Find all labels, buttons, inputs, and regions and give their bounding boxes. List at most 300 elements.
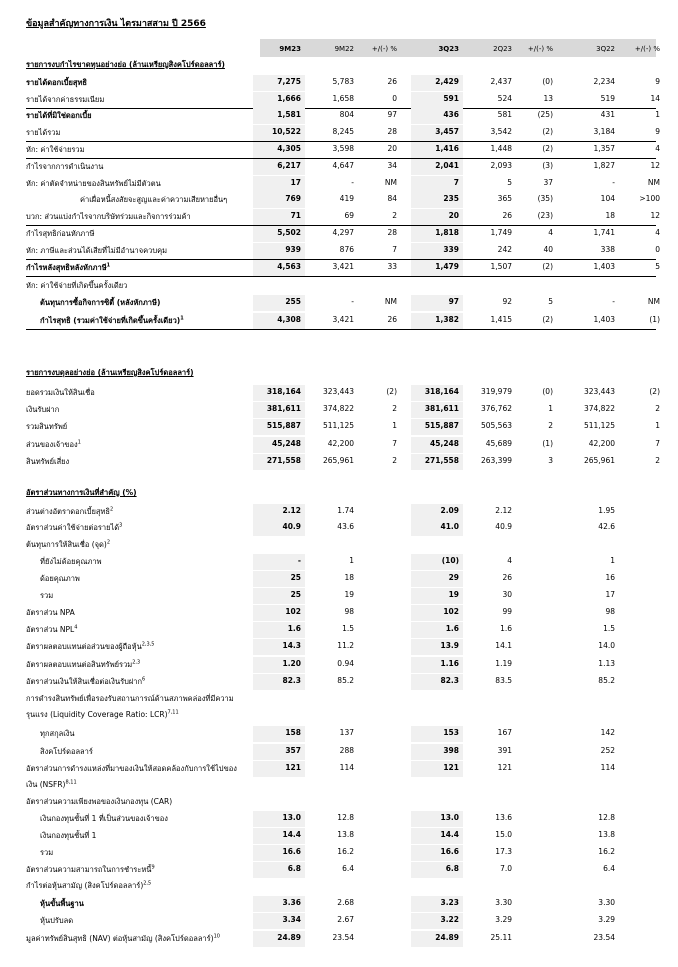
table-cell: 3,184 xyxy=(593,127,615,136)
table-cell: 4,308 xyxy=(277,315,301,324)
table-cell: 97 xyxy=(448,297,459,306)
table-cell: 242 xyxy=(497,245,512,254)
row-label: หัก: ค่าตัดจำหน่ายของสินทรัพย์ไม่มีตัวตน xyxy=(26,179,161,188)
table-cell: 45,248 xyxy=(430,439,459,448)
table-cell: 6.8 xyxy=(445,864,459,873)
table-cell: 581 xyxy=(497,110,512,119)
table-cell: 3,421 xyxy=(332,262,354,271)
table-cell: 42.6 xyxy=(598,522,615,531)
table-cell: 13.8 xyxy=(598,830,615,839)
table-cell: 41.0 xyxy=(440,522,459,531)
footnote-marker: 3 xyxy=(119,522,123,529)
table-cell: 12.8 xyxy=(598,813,615,822)
table-cell: 1,818 xyxy=(435,228,459,237)
table-cell: 6.8 xyxy=(287,864,301,873)
row-label: รวมสินทรัพย์ xyxy=(26,422,68,431)
table-cell: 13.0 xyxy=(282,813,301,822)
table-cell: 3.29 xyxy=(495,915,512,924)
table-cell: (10) xyxy=(441,556,459,565)
table-cell: 252 xyxy=(600,746,615,755)
table-cell: 3.30 xyxy=(495,898,512,907)
table-cell: 99 xyxy=(502,607,512,616)
table-cell: 1,357 xyxy=(593,144,615,153)
table-cell: 2 xyxy=(655,404,660,413)
footnote-marker: 7,11 xyxy=(167,709,179,716)
table-cell: 431 xyxy=(600,110,615,119)
table-cell: 2,437 xyxy=(490,77,512,86)
footnote-marker: 9 xyxy=(151,864,155,871)
table-cell: 511,125 xyxy=(322,421,354,430)
table-row xyxy=(0,896,678,912)
column-header: 3Q22 xyxy=(596,45,615,53)
table-cell: 436 xyxy=(443,110,459,119)
table-cell: 318,164 xyxy=(266,387,301,396)
table-cell: 2,234 xyxy=(593,77,615,86)
table-row xyxy=(0,744,678,760)
table-row xyxy=(0,878,678,894)
table-cell: 0.94 xyxy=(337,659,354,668)
table-cell: 1 xyxy=(548,404,553,413)
footnote-marker: 8,11 xyxy=(65,779,77,786)
table-cell: 3,542 xyxy=(490,127,512,136)
table-cell: (25) xyxy=(537,110,553,119)
table-cell: 4 xyxy=(548,228,553,237)
table-cell: 12.8 xyxy=(337,813,354,822)
table-cell: (2) xyxy=(649,387,660,396)
column-header: +/(-) % xyxy=(371,45,397,53)
table-cell: 1.6 xyxy=(445,624,459,633)
table-cell: 13.9 xyxy=(440,641,459,650)
row-label: เงินรับฝาก xyxy=(26,405,60,414)
table-cell: 19 xyxy=(448,590,459,599)
table-cell: (23) xyxy=(537,211,553,220)
table-cell: 98 xyxy=(605,607,615,616)
table-cell: 398 xyxy=(443,746,459,755)
table-cell: 4,297 xyxy=(332,228,354,237)
table-cell: 2,429 xyxy=(435,77,459,86)
table-cell: 1 xyxy=(392,421,397,430)
table-cell: 3,457 xyxy=(435,127,459,136)
table-cell: 419 xyxy=(339,194,354,203)
row-label: หุ้นปรับลด xyxy=(40,916,74,925)
table-cell: (35) xyxy=(537,194,553,203)
section-heading: อัตราส่วนทางการเงินที่สำคัญ (%) xyxy=(26,488,137,497)
table-cell: (2) xyxy=(542,127,553,136)
table-cell: 25 xyxy=(290,590,301,599)
table-cell: (2) xyxy=(386,387,397,396)
table-cell: >100 xyxy=(639,194,660,203)
table-row xyxy=(0,243,678,259)
table-cell: 2 xyxy=(392,211,397,220)
column-header: 3Q23 xyxy=(438,45,459,53)
row-label: อัตราส่วนการดำรงแหล่งที่มาของเงินให้สอดคล้องกับการใช้ไปของ xyxy=(26,764,237,773)
table-cell: 28 xyxy=(387,127,397,136)
table-cell: 82.3 xyxy=(282,676,301,685)
table-cell: 1,658 xyxy=(332,94,354,103)
table-cell: 1.16 xyxy=(440,659,459,668)
row-label: ส่วนต่างอัตราดอกเบี้ยสุทธิ$^2$ xyxy=(26,506,114,516)
row-label: รายได้ที่มิใช่ดอกเบี้ย xyxy=(26,111,92,120)
table-row xyxy=(0,385,678,401)
table-cell: 1,403 xyxy=(593,315,615,324)
table-cell: 137 xyxy=(339,728,354,737)
row-label: อัตราส่วนความสามารถในการชำระหนี้$^9$ xyxy=(26,864,155,874)
table-cell: 18 xyxy=(344,573,354,582)
table-row xyxy=(0,657,678,673)
table-cell: 20 xyxy=(448,211,459,220)
table-row xyxy=(0,159,678,175)
table-cell: - xyxy=(612,297,615,306)
row-label: การดำรงสินทรัพย์เพื่อรองรับสถานการณ์ด้านสภาพคล่องที่มีความ xyxy=(26,694,234,703)
table-row xyxy=(0,192,678,208)
table-row xyxy=(0,726,678,742)
table-cell: 26 xyxy=(387,315,397,324)
table-cell: 2 xyxy=(392,404,397,413)
section-heading: รายการงบดุลอย่างย่อ (ล้านเหรียญสิงคโปร์ดอลลาร์) xyxy=(26,368,194,377)
row-label: รายได้ดอกเบี้ยสุทธิ xyxy=(26,78,88,87)
table-cell: 1,827 xyxy=(593,161,615,170)
table-cell: 1.6 xyxy=(287,624,301,633)
column-header: 2Q23 xyxy=(493,45,512,53)
row-label: รายได้รวม xyxy=(26,128,61,137)
table-row xyxy=(0,913,678,929)
table-cell: 114 xyxy=(339,763,354,772)
table-cell: 45,689 xyxy=(485,439,512,448)
table-row xyxy=(0,794,678,810)
table-row xyxy=(0,554,678,570)
footnote-marker: 1 xyxy=(180,315,184,322)
row-label: เงินกองทุนชั้นที่ 1 xyxy=(40,831,97,840)
table-cell: 2.67 xyxy=(337,915,354,924)
row-label: รายได้จากค่าธรรมเนียม xyxy=(26,95,105,104)
table-cell: 29 xyxy=(448,573,459,582)
table-cell: 97 xyxy=(387,110,397,119)
table-cell: 1.19 xyxy=(495,659,512,668)
table-row xyxy=(0,845,678,861)
row-label: ส่วนของเจ้าของ$^1$ xyxy=(26,439,81,449)
table-row xyxy=(0,125,678,141)
table-cell: 271,558 xyxy=(424,456,459,465)
row-label: ที่ยังไม่ด้อยคุณภาพ xyxy=(40,557,102,566)
table-cell: 1,382 xyxy=(435,315,459,324)
row-label: ต้นทุนการซื้อกิจการซิตี้ (หลังหักภาษี) xyxy=(40,298,161,307)
table-cell: 12 xyxy=(650,211,660,220)
table-cell: 323,443 xyxy=(322,387,354,396)
table-row xyxy=(0,931,678,947)
footnote-marker: 2,5 xyxy=(143,880,152,887)
table-cell: 4,563 xyxy=(277,262,301,271)
table-row xyxy=(0,707,678,723)
table-cell: 16.6 xyxy=(440,847,459,856)
table-cell: 1 xyxy=(610,556,615,565)
table-row xyxy=(0,761,678,777)
table-cell: 255 xyxy=(285,297,301,306)
table-row xyxy=(0,811,678,827)
table-cell: 34 xyxy=(387,161,397,170)
footnote-marker: 2 xyxy=(106,539,111,546)
table-cell: 319,979 xyxy=(480,387,512,396)
table-cell: 391 xyxy=(497,746,512,755)
table-cell: 1,507 xyxy=(490,262,512,271)
table-cell: 0 xyxy=(392,94,397,103)
table-cell: 2.12 xyxy=(282,506,301,515)
table-cell: 13 xyxy=(543,94,553,103)
divider-line xyxy=(26,329,656,330)
table-row xyxy=(0,75,678,91)
table-cell: (2) xyxy=(542,262,553,271)
table-row xyxy=(0,402,678,418)
table-cell: 3.29 xyxy=(598,915,615,924)
row-label: หุ้นขั้นพื้นฐาน xyxy=(40,899,84,908)
table-cell: 121 xyxy=(285,763,301,772)
table-cell: 3.23 xyxy=(440,898,459,907)
table-row xyxy=(0,295,678,311)
table-cell: - xyxy=(612,178,615,187)
table-cell: 11.2 xyxy=(337,641,354,650)
table-cell: 5,502 xyxy=(277,228,301,237)
table-cell: 1,581 xyxy=(277,110,301,119)
row-label: สินทรัพย์เสี่ยง xyxy=(26,457,70,466)
table-cell: 263,399 xyxy=(480,456,512,465)
table-cell: 121 xyxy=(497,763,512,772)
table-cell: 43.6 xyxy=(337,522,354,531)
row-label: อัตราส่วนค่าใช้จ่ายต่อรายได้$^3$ xyxy=(26,522,123,532)
table-cell: 3,421 xyxy=(332,315,354,324)
table-cell: 2.12 xyxy=(495,506,512,515)
table-cell: 42,200 xyxy=(327,439,354,448)
table-cell: 84 xyxy=(387,194,397,203)
column-header: +/(-) % xyxy=(634,45,660,53)
table-cell: 14.4 xyxy=(440,830,459,839)
table-cell: 1.5 xyxy=(603,624,615,633)
table-row xyxy=(0,176,678,192)
table-cell: 13.0 xyxy=(440,813,459,822)
table-row xyxy=(0,209,678,225)
table-row xyxy=(0,454,678,470)
table-cell: 14.1 xyxy=(495,641,512,650)
table-cell: 323,443 xyxy=(583,387,615,396)
table-cell: 23.54 xyxy=(593,933,615,942)
table-cell: 4 xyxy=(655,144,660,153)
table-cell: 16 xyxy=(605,573,615,582)
table-cell: 14.3 xyxy=(282,641,301,650)
row-label: ทุกสกุลเงิน xyxy=(40,729,75,738)
table-cell: (1) xyxy=(542,439,553,448)
table-cell: 5 xyxy=(507,178,512,187)
row-label: รวม xyxy=(40,591,54,600)
table-cell: (3) xyxy=(542,161,553,170)
table-cell: 2.68 xyxy=(337,898,354,907)
table-cell: 83.5 xyxy=(495,676,512,685)
table-cell: 6.4 xyxy=(342,864,354,873)
table-cell: 16.2 xyxy=(598,847,615,856)
table-row xyxy=(0,142,678,158)
row-label: กำไรต่อหุ้นสามัญ (สิงคโปร์ดอลลาร์)$^{2,5}$ xyxy=(26,880,152,890)
table-row xyxy=(0,828,678,844)
table-cell: - xyxy=(351,178,354,187)
table-cell: 3.34 xyxy=(282,915,301,924)
table-cell: 5 xyxy=(548,297,553,306)
table-row xyxy=(0,520,678,536)
table-cell: 505,563 xyxy=(480,421,512,430)
footnote-marker: 1 xyxy=(106,262,111,269)
table-cell: 142 xyxy=(600,728,615,737)
table-cell: 13.8 xyxy=(337,830,354,839)
table-cell: 235 xyxy=(443,194,459,203)
column-header: 9M22 xyxy=(334,45,354,53)
row-label: อัตราส่วนเงินให้สินเชื่อต่อเงินรับฝาก$^6$ xyxy=(26,676,146,686)
table-cell: 365 xyxy=(497,194,512,203)
table-cell: 26 xyxy=(502,573,512,582)
table-row xyxy=(0,537,678,553)
table-cell: 357 xyxy=(285,746,301,755)
table-cell: 2,093 xyxy=(490,161,512,170)
table-row xyxy=(0,437,678,453)
table-cell: 82.3 xyxy=(440,676,459,685)
table-cell: 7 xyxy=(453,178,459,187)
table-row xyxy=(0,605,678,621)
table-cell: 1,666 xyxy=(277,94,301,103)
table-cell: 10,522 xyxy=(272,127,301,136)
table-cell: 376,762 xyxy=(480,404,512,413)
table-cell: 26 xyxy=(502,211,512,220)
row-label: เงิน (NSFR)$^{8,11}$ xyxy=(26,779,77,789)
table-cell: (2) xyxy=(542,144,553,153)
footnote-marker: 2,3 xyxy=(132,659,141,666)
footnote-marker: 2,3,5 xyxy=(141,641,155,648)
row-label: ด้อยคุณภาพ xyxy=(40,574,80,583)
table-cell: 3.30 xyxy=(598,898,615,907)
table-row xyxy=(0,504,678,520)
table-cell: 14.0 xyxy=(598,641,615,650)
table-row xyxy=(0,313,678,329)
table-cell: 511,125 xyxy=(583,421,615,430)
table-cell: 2.09 xyxy=(440,506,459,515)
table-cell: NM xyxy=(647,297,660,306)
footnote-marker: 4 xyxy=(74,624,78,631)
table-cell: 374,822 xyxy=(583,404,615,413)
table-cell: 12 xyxy=(650,161,660,170)
table-cell: 338 xyxy=(600,245,615,254)
table-cell: 265,961 xyxy=(583,456,615,465)
table-cell: 30 xyxy=(502,590,512,599)
table-cell: (2) xyxy=(542,315,553,324)
table-cell: - xyxy=(297,556,301,565)
table-cell: 85.2 xyxy=(598,676,615,685)
table-cell: 4,305 xyxy=(277,144,301,153)
table-cell: - xyxy=(351,297,354,306)
table-cell: 1.74 xyxy=(337,506,354,515)
table-cell: 3 xyxy=(548,456,553,465)
table-cell: 591 xyxy=(443,94,459,103)
table-cell: 3,598 xyxy=(332,144,354,153)
table-cell: 9 xyxy=(655,77,660,86)
table-cell: 519 xyxy=(600,94,615,103)
table-cell: 5 xyxy=(655,262,660,271)
row-label: อัตราส่วน NPL$^4$ xyxy=(26,624,78,634)
table-cell: 104 xyxy=(600,194,615,203)
table-cell: 2 xyxy=(548,421,553,430)
table-cell: 24.89 xyxy=(435,933,459,942)
table-cell: 24.89 xyxy=(277,933,301,942)
table-row xyxy=(0,108,678,124)
table-cell: 102 xyxy=(285,607,301,616)
table-cell: 18 xyxy=(605,211,615,220)
row-label: รวม xyxy=(40,848,54,857)
table-cell: 515,887 xyxy=(424,421,459,430)
table-cell: 4 xyxy=(655,228,660,237)
table-cell: 1,749 xyxy=(490,228,512,237)
table-cell: 7 xyxy=(392,245,397,254)
table-cell: NM xyxy=(647,178,660,187)
table-cell: 15.0 xyxy=(495,830,512,839)
table-cell: 69 xyxy=(344,211,354,220)
table-cell: 265,961 xyxy=(322,456,354,465)
table-cell: 0 xyxy=(655,245,660,254)
table-cell: 8,245 xyxy=(332,127,354,136)
table-cell: 524 xyxy=(497,94,512,103)
row-label: รุนแรง (Liquidity Coverage Ratio: LCR)$^{7,11}$ xyxy=(26,709,179,719)
row-label: อัตราส่วน NPA xyxy=(26,608,75,617)
table-cell: 7 xyxy=(392,439,397,448)
table-cell: 17 xyxy=(605,590,615,599)
table-cell: 1 xyxy=(655,110,660,119)
table-cell: 7,275 xyxy=(277,77,301,86)
table-row xyxy=(0,588,678,604)
table-cell: 40.9 xyxy=(495,522,512,531)
table-cell: (0) xyxy=(542,77,553,86)
row-label: กำไรหลังสุทธิหลังหักภาษี$^1$ xyxy=(26,262,111,272)
table-cell: 515,887 xyxy=(266,421,301,430)
table-row xyxy=(0,622,678,638)
table-cell: NM xyxy=(384,297,397,306)
row-label: อัตราผลตอบแทนต่อส่วนของผู้ถือหุ้น$^{2,3,5}$ xyxy=(26,641,155,651)
column-header: +/(-) % xyxy=(527,45,553,53)
table-cell: 19 xyxy=(344,590,354,599)
table-cell: 1 xyxy=(349,556,354,565)
column-header: 9M23 xyxy=(279,45,301,53)
row-label: หัก: ภาษีและส่วนได้เสียที่ไม่มีอำนาจควบคุม xyxy=(26,246,168,255)
table-cell: 17.3 xyxy=(495,847,512,856)
table-cell: 318,164 xyxy=(424,387,459,396)
table-row xyxy=(0,691,678,707)
row-label: อัตราส่วนความเพียงพอของเงินกองทุน (CAR) xyxy=(26,797,173,806)
table-cell: 45,248 xyxy=(272,439,301,448)
table-cell: 6,217 xyxy=(277,161,301,170)
table-cell: 16.2 xyxy=(337,847,354,856)
table-cell: 1.5 xyxy=(342,624,354,633)
table-cell: 85.2 xyxy=(337,676,354,685)
row-label: หัก: ค่าใช้จ่ายรวม xyxy=(26,145,85,154)
table-cell: 158 xyxy=(285,728,301,737)
table-cell: 2 xyxy=(392,456,397,465)
table-cell: 1 xyxy=(655,421,660,430)
table-cell: 1,448 xyxy=(490,144,512,153)
table-cell: 1,415 xyxy=(490,315,512,324)
row-label: กำไรสุทธิ (รวมค่าใช้จ่ายที่เกิดขึ้นครั้งเดียว)$^1$ xyxy=(40,315,184,325)
table-cell: 1,741 xyxy=(593,228,615,237)
table-cell: 769 xyxy=(285,194,301,203)
table-row xyxy=(0,92,678,108)
table-cell: 1.95 xyxy=(598,506,615,515)
row-label: เงินกองทุนชั้นที่ 1 ที่เป็นส่วนของเจ้าของ xyxy=(40,814,168,823)
table-cell: 1.20 xyxy=(282,659,301,668)
table-cell: 5,783 xyxy=(332,77,354,86)
table-cell: 33 xyxy=(387,262,397,271)
table-cell: 13.6 xyxy=(495,813,512,822)
table-cell: 2 xyxy=(655,456,660,465)
table-cell: 23.54 xyxy=(332,933,354,942)
